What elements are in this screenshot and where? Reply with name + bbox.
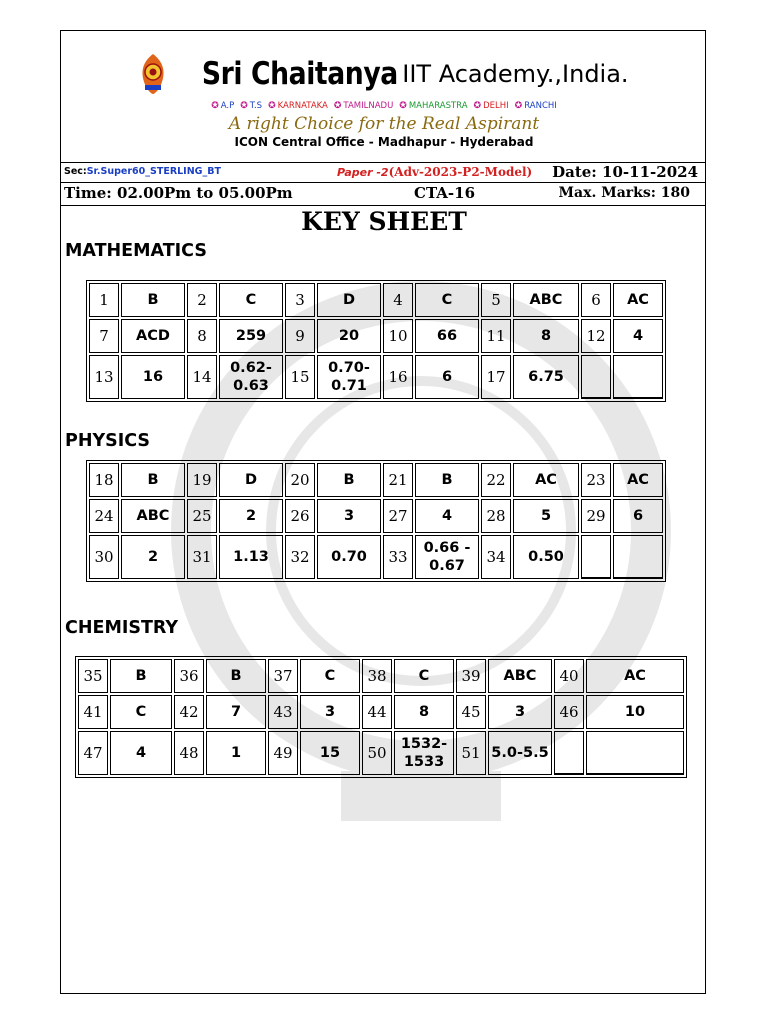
answer-cell: B xyxy=(317,463,381,497)
answer-cell: 1532- 1533 xyxy=(394,731,454,775)
table-row xyxy=(89,355,663,399)
question-number: 18 xyxy=(89,463,119,497)
question-number: 11 xyxy=(481,319,511,353)
key-table-chemistry xyxy=(75,656,687,778)
answer-cell: B xyxy=(110,659,172,693)
question-number xyxy=(581,355,611,399)
answer-cell: B xyxy=(121,463,185,497)
state-tamilnadu: ✪ TAMILNADU xyxy=(333,101,394,111)
answer-cell: C xyxy=(110,695,172,729)
table-row xyxy=(89,319,663,353)
bullet-icon: ✪ xyxy=(399,101,407,111)
divider xyxy=(61,205,705,206)
question-number: 33 xyxy=(383,535,413,579)
answer-cell: 0.70- 0.71 xyxy=(317,355,381,399)
paper-label: Paper -2(Adv-2023-P2-Model) xyxy=(337,165,533,179)
exam-time: Time: 02.00Pm to 05.00Pm xyxy=(64,184,293,202)
section-title-physics: PHYSICS xyxy=(65,431,151,451)
answer-cell: 259 xyxy=(219,319,283,353)
question-number: 32 xyxy=(285,535,315,579)
answer-cell: C xyxy=(300,659,360,693)
answer-cell: 6.75 xyxy=(513,355,579,399)
section-code: Sec:Sr.Super60_STERLING_BT xyxy=(64,166,221,177)
question-number: 15 xyxy=(285,355,315,399)
answer-cell: 4 xyxy=(613,319,663,353)
tagline: A right Choice for the Real Aspirant xyxy=(228,114,540,134)
table-row xyxy=(89,535,663,579)
table-row xyxy=(89,499,663,533)
answer-cell: 1 xyxy=(206,731,266,775)
key-table-mathematics xyxy=(86,280,666,402)
answer-cell: 5.0-5.5 xyxy=(488,731,552,775)
answer-cell: B xyxy=(415,463,479,497)
state-karnataka: ✪ KARNATAKA xyxy=(268,101,328,111)
brand-name: Sri Chaitanya xyxy=(202,56,399,92)
question-number: 3 xyxy=(285,283,315,317)
question-number: 25 xyxy=(187,499,217,533)
answer-cell: ABC xyxy=(121,499,185,533)
question-number xyxy=(554,731,584,775)
answer-cell: 4 xyxy=(110,731,172,775)
section-title-mathematics: MATHEMATICS xyxy=(65,241,207,261)
table-row xyxy=(89,283,663,317)
answer-cell: 7 xyxy=(206,695,266,729)
state-ts: ✪ T.S xyxy=(240,101,263,111)
question-number: 8 xyxy=(187,319,217,353)
question-number: 2 xyxy=(187,283,217,317)
answer-cell: AC xyxy=(613,463,663,497)
question-number: 41 xyxy=(78,695,108,729)
state-ap: ✪ A.P xyxy=(211,101,235,111)
answer-cell: AC xyxy=(586,659,684,693)
answer-cell: ABC xyxy=(488,659,552,693)
question-number: 39 xyxy=(456,659,486,693)
answer-cell xyxy=(613,355,663,399)
answer-cell: 5 xyxy=(513,499,579,533)
question-number: 35 xyxy=(78,659,108,693)
answer-cell: C xyxy=(219,283,283,317)
answer-cell: 16 xyxy=(121,355,185,399)
answer-cell: 0.70 xyxy=(317,535,381,579)
bullet-icon: ✪ xyxy=(333,101,342,111)
answer-cell: C xyxy=(394,659,454,693)
info-row-2 xyxy=(64,183,702,201)
state-delhi: ✪ DELHI xyxy=(473,101,509,111)
brand-suffix: IIT Academy.,India. xyxy=(402,60,629,88)
answer-cell: B xyxy=(121,283,185,317)
question-number: 37 xyxy=(268,659,298,693)
page-title: KEY SHEET xyxy=(301,207,467,236)
question-number: 26 xyxy=(285,499,315,533)
table-row xyxy=(78,695,684,729)
answer-cell: 1.13 xyxy=(219,535,283,579)
key-table-physics xyxy=(86,460,666,582)
answer-cell: 8 xyxy=(513,319,579,353)
question-number: 14 xyxy=(187,355,217,399)
section-title-chemistry: CHEMISTRY xyxy=(65,618,179,638)
answer-cell: 8 xyxy=(394,695,454,729)
question-number: 13 xyxy=(89,355,119,399)
letterhead xyxy=(61,49,707,149)
question-number: 47 xyxy=(78,731,108,775)
answer-cell: 6 xyxy=(415,355,479,399)
question-number: 17 xyxy=(481,355,511,399)
answer-cell: 3 xyxy=(317,499,381,533)
answer-cell: 2 xyxy=(219,499,283,533)
question-number: 7 xyxy=(89,319,119,353)
question-number: 50 xyxy=(362,731,392,775)
bullet-icon: ✪ xyxy=(268,101,276,111)
question-number: 16 xyxy=(383,355,413,399)
question-number: 30 xyxy=(89,535,119,579)
answer-cell xyxy=(586,731,684,775)
question-number: 24 xyxy=(89,499,119,533)
answer-cell: 20 xyxy=(317,319,381,353)
test-code: CTA-16 xyxy=(414,184,476,202)
brand-row xyxy=(61,49,707,99)
institute-logo-icon xyxy=(139,52,167,96)
question-number: 36 xyxy=(174,659,204,693)
state-ranchi: ✪ RANCHI xyxy=(514,101,557,111)
question-number: 43 xyxy=(268,695,298,729)
question-number: 10 xyxy=(383,319,413,353)
max-marks: Max. Marks: 180 xyxy=(558,185,690,201)
answer-cell: 3 xyxy=(488,695,552,729)
office-address: ICON Central Office - Madhapur - Hyderabad xyxy=(234,135,534,149)
answer-cell: D xyxy=(317,283,381,317)
bullet-icon: ✪ xyxy=(211,101,219,111)
answer-cell: 3 xyxy=(300,695,360,729)
question-number: 29 xyxy=(581,499,611,533)
question-number: 44 xyxy=(362,695,392,729)
answer-cell xyxy=(613,535,663,579)
question-number: 48 xyxy=(174,731,204,775)
question-number: 6 xyxy=(581,283,611,317)
answer-cell: AC xyxy=(513,463,579,497)
question-number: 4 xyxy=(383,283,413,317)
question-number: 28 xyxy=(481,499,511,533)
answer-cell: C xyxy=(415,283,479,317)
answer-cell: 6 xyxy=(613,499,663,533)
question-number: 22 xyxy=(481,463,511,497)
bullet-icon: ✪ xyxy=(240,101,248,111)
answer-cell: 15 xyxy=(300,731,360,775)
question-number: 51 xyxy=(456,731,486,775)
question-number: 38 xyxy=(362,659,392,693)
question-number: 45 xyxy=(456,695,486,729)
question-number: 40 xyxy=(554,659,584,693)
answer-cell: ACD xyxy=(121,319,185,353)
question-number: 49 xyxy=(268,731,298,775)
answer-cell: 4 xyxy=(415,499,479,533)
answer-cell: 0.66 - 0.67 xyxy=(415,535,479,579)
question-number: 31 xyxy=(187,535,217,579)
question-number: 19 xyxy=(187,463,217,497)
question-number: 34 xyxy=(481,535,511,579)
answer-cell: B xyxy=(206,659,266,693)
table-row xyxy=(89,463,663,497)
answer-cell: D xyxy=(219,463,283,497)
question-number: 21 xyxy=(383,463,413,497)
answer-cell: 0.50 xyxy=(513,535,579,579)
table-row xyxy=(78,731,684,775)
info-row-1 xyxy=(64,163,702,181)
page-frame xyxy=(60,30,706,994)
question-number: 9 xyxy=(285,319,315,353)
question-number: 46 xyxy=(554,695,584,729)
answer-cell: 10 xyxy=(586,695,684,729)
exam-date: Date: 10-11-2024 xyxy=(552,163,698,181)
state-maharastra: ✪ MAHARASTRA xyxy=(399,101,468,111)
answer-cell: 2 xyxy=(121,535,185,579)
question-number: 5 xyxy=(481,283,511,317)
branch-states xyxy=(61,101,707,111)
answer-cell: 66 xyxy=(415,319,479,353)
table-row xyxy=(78,659,684,693)
question-number: 23 xyxy=(581,463,611,497)
question-number: 12 xyxy=(581,319,611,353)
question-number: 1 xyxy=(89,283,119,317)
answer-cell: AC xyxy=(613,283,663,317)
bullet-icon: ✪ xyxy=(514,101,523,111)
answer-cell: ABC xyxy=(513,283,579,317)
question-number xyxy=(581,535,611,579)
answer-cell: 0.62- 0.63 xyxy=(219,355,283,399)
question-number: 27 xyxy=(383,499,413,533)
bullet-icon: ✪ xyxy=(473,101,482,111)
question-number: 20 xyxy=(285,463,315,497)
question-number: 42 xyxy=(174,695,204,729)
